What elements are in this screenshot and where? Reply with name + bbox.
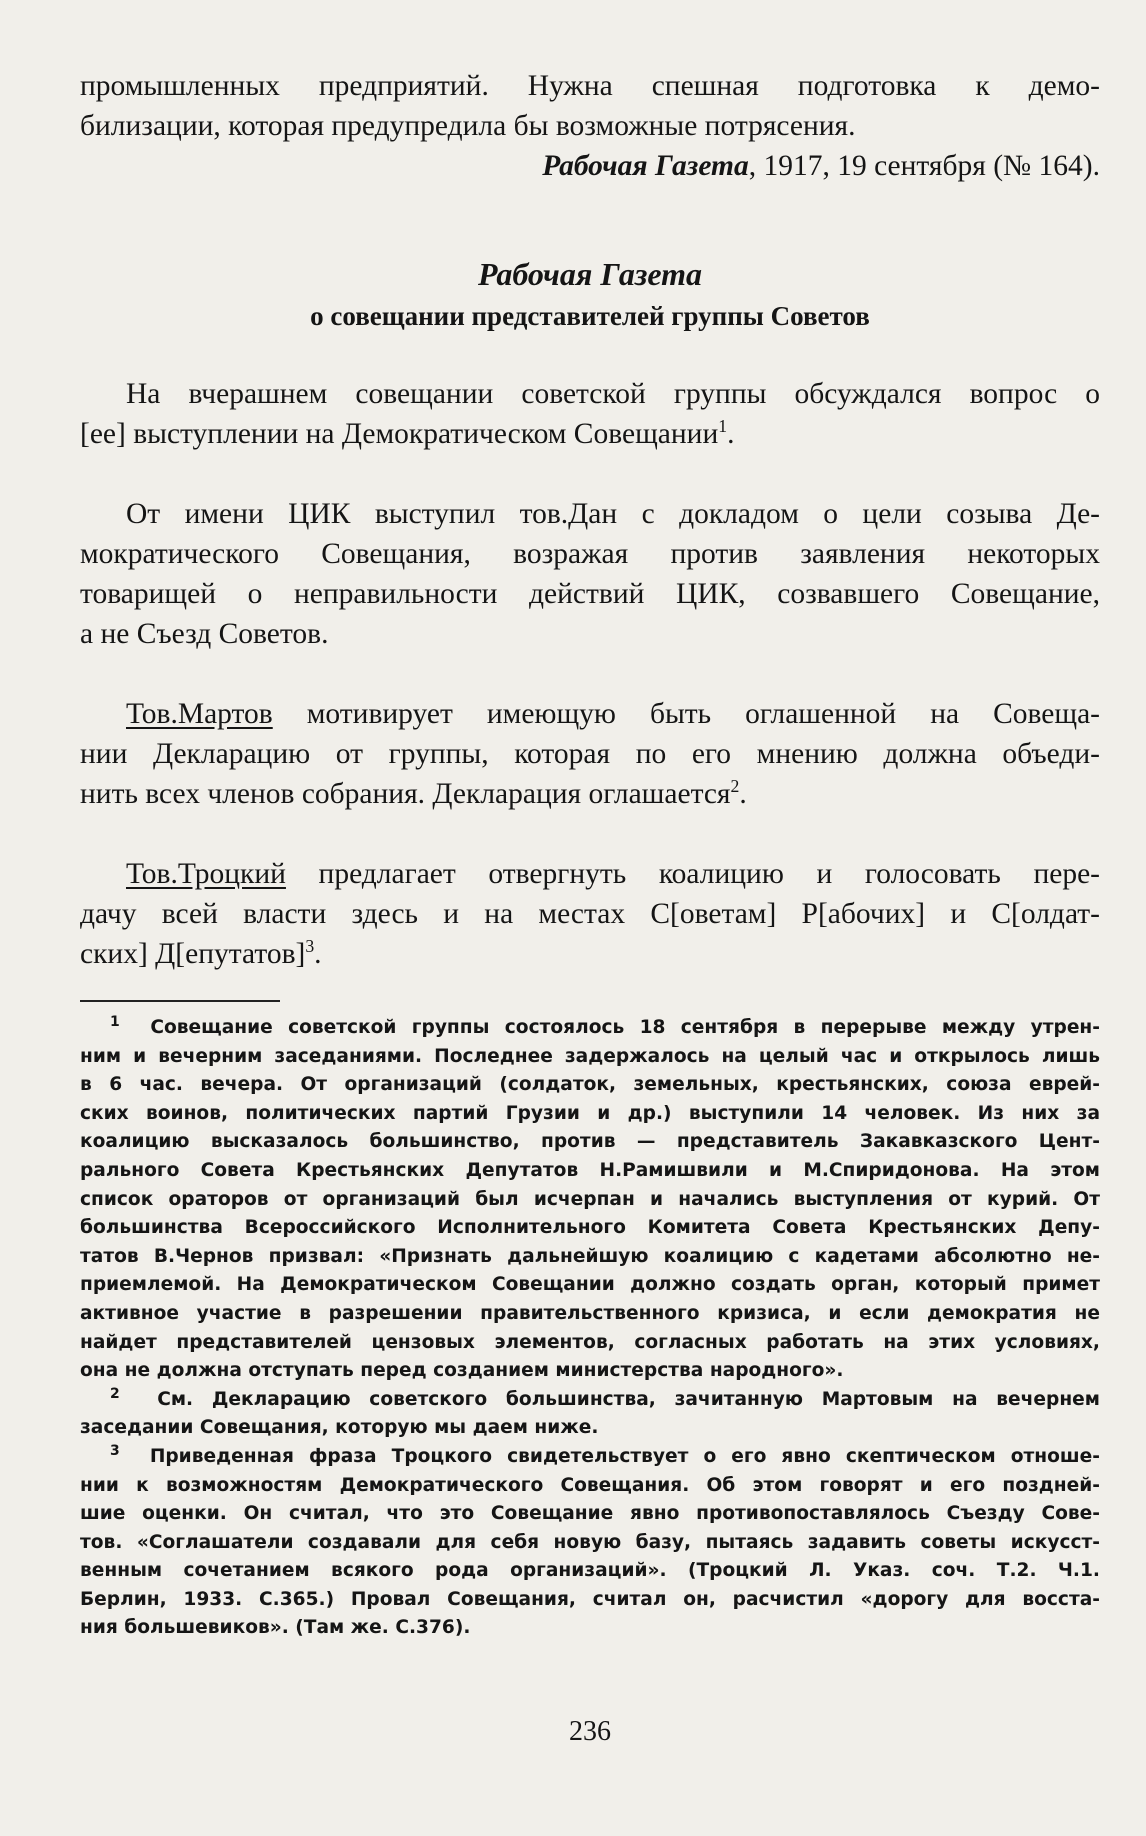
- book-page: [80, 66, 1100, 1766]
- footnote-line: [80, 1014, 1100, 1043]
- footnote-line: тов. «Соглашатели создавали для себя новую базу, пытаясь задавить советы искусст-: [80, 1531, 1100, 1553]
- footnote-line: шие оценки. Он считал, что это Совещание явно противопоставлялось Съезду Сове-: [80, 1503, 1100, 1525]
- text-fragment: ских] Д[епутатов]: [80, 938, 306, 970]
- text-line: На вчерашнем совещании советской группы обсуждался вопрос о: [126, 378, 1100, 410]
- footnote-divider: [80, 1000, 280, 1002]
- footnote-1: [80, 1014, 1100, 1386]
- footnote-line: ских воинов, политических партий Грузии и др.) выступили 14 человек. Из них за: [80, 1102, 1100, 1124]
- text-fragment: Совещание советской группы состоялось 18 сентября в перерыве между утрен-: [150, 1017, 1100, 1038]
- source-citation: [80, 146, 1100, 186]
- text-fragment: [ее] выступлении на Демократическом Совещании: [80, 418, 719, 450]
- text-line: дачу всей власти здесь и на местах С[оветам] Р[абочих] и С[олдат-: [80, 898, 1100, 930]
- page-number: 236: [569, 1716, 611, 1747]
- footnote-ref-3: 3: [305, 936, 315, 957]
- footnote-number: 3: [110, 1442, 120, 1459]
- text-line: а не Съезд Советов.: [80, 618, 329, 650]
- footnote-line: приемлемой. На Демократическом Совещании должно создать орган, который примет: [80, 1274, 1100, 1296]
- footnote-line: она не должна отступать перед созданием министерства народного».: [80, 1360, 844, 1382]
- footnote-3: [80, 1443, 1100, 1643]
- footnote-line: найдет представителей цензовых элементов, согласных работать на этих условиях,: [80, 1331, 1100, 1353]
- footnote-2: [80, 1386, 1100, 1443]
- footnote-line: [80, 1443, 1100, 1472]
- text-fragment: См. Декларацию советского большинства, зачитанную Мартовым на вечернем: [157, 1388, 1100, 1410]
- text-line: [80, 934, 1100, 974]
- text-line: [80, 854, 1100, 894]
- intro-paragraph: [80, 66, 1100, 146]
- footnote-line: заседании Совещания, которую мы даем ниже.: [80, 1417, 599, 1439]
- footnote-number: 2: [110, 1385, 120, 1402]
- article-heading: [80, 252, 1100, 336]
- text-line: мократического Совещания, возражая против заявления некоторых: [80, 538, 1100, 570]
- footnote-line: ним и вечерним заседаниями. Последнее задержалось на целый час и открылось лишь: [80, 1045, 1100, 1067]
- footnote-line: рального Совета Крестьянских Депутатов Н.Рамишвили и М.Спиридонова. На этом: [80, 1159, 1100, 1181]
- source-date: , 1917, 19 сентября (№ 164).: [748, 150, 1100, 182]
- article-subtitle: о совещании представителей группы Советов: [310, 301, 870, 331]
- text-line: промышленных предприятий. Нужна спешная подготовка к демо-: [80, 70, 1100, 102]
- footnote-line: коалицию высказалось большинство, против — представитель Закавказского Цент-: [80, 1131, 1100, 1153]
- footnote-line: список ораторов от организаций был исчерпан и начались выступления от курий. От: [80, 1188, 1100, 1210]
- footnote-number: 1: [110, 1013, 120, 1030]
- text-line: нии Декларацию от группы, которая по его мнению должна объеди-: [80, 738, 1100, 770]
- footnote-line: большинства Всероссийского Исполнительного Комитета Совета Крестьянских Депу-: [80, 1217, 1100, 1239]
- text-fragment: .: [727, 418, 735, 450]
- footnote-line: в 6 час. вечера. От организаций (солдаток, земельных, крестьянских, союза еврей-: [80, 1074, 1100, 1096]
- source-newspaper: Рабочая Газета: [542, 150, 749, 182]
- text-fragment: предлагает отвергнуть коалицию и голосовать пере-: [285, 858, 1100, 890]
- paragraph-3: [80, 694, 1100, 814]
- text-line: билизации, которая предупредила бы возможные потрясения.: [80, 110, 856, 142]
- footnote-line: Берлин, 1933. С.365.) Провал Совещания, считал он, расчистил «дорогу для восста-: [80, 1588, 1100, 1610]
- paragraph-4: [80, 854, 1100, 974]
- speaker-martov: Тов.Мартов: [126, 698, 273, 730]
- text-fragment: .: [314, 938, 322, 970]
- footnote-ref-2: 2: [730, 776, 740, 797]
- footnote-line: татов В.Чернов призвал: «Признать дальнейшую коалицию с кадетами абсолютно не-: [80, 1245, 1100, 1267]
- paragraph-2: [80, 494, 1100, 654]
- footnote-line: активное участие в разрешении правительственного кризиса, и если демократия не: [80, 1302, 1100, 1324]
- footnote-line: ния большевиков». (Там же. С.376).: [80, 1617, 471, 1639]
- speaker-trotsky: Тов.Троцкий: [126, 858, 286, 890]
- text-fragment: мотивирует имеющую быть оглашенной на Совеща-: [272, 698, 1100, 730]
- footnote-line: нии к возможностям Демократического Совещания. Об этом говорят и его поздней-: [80, 1474, 1100, 1496]
- text-line: [80, 414, 1100, 454]
- paragraph-1: [80, 374, 1100, 454]
- article-title: Рабочая Газета: [477, 256, 702, 292]
- text-line: товарищей о неправильности действий ЦИК, созвавшего Совещание,: [80, 578, 1100, 610]
- text-line: От имени ЦИК выступил тов.Дан с докладом о цели созыва Де-: [126, 498, 1100, 530]
- footnote-line: венным сочетанием всякого рода организаций». (Троцкий Л. Указ. соч. Т.2. Ч.1.: [80, 1560, 1100, 1582]
- text-line: [80, 774, 1100, 814]
- footnote-line: [80, 1386, 1100, 1415]
- text-fragment: .: [739, 778, 747, 810]
- footnote-ref-1: 1: [718, 416, 728, 437]
- text-fragment: нить всех членов собрания. Декларация оглашается: [80, 778, 731, 810]
- text-line: [80, 694, 1100, 734]
- text-fragment: Приведенная фраза Троцкого свидетельствует о его явно скептическом отноше-: [149, 1445, 1101, 1467]
